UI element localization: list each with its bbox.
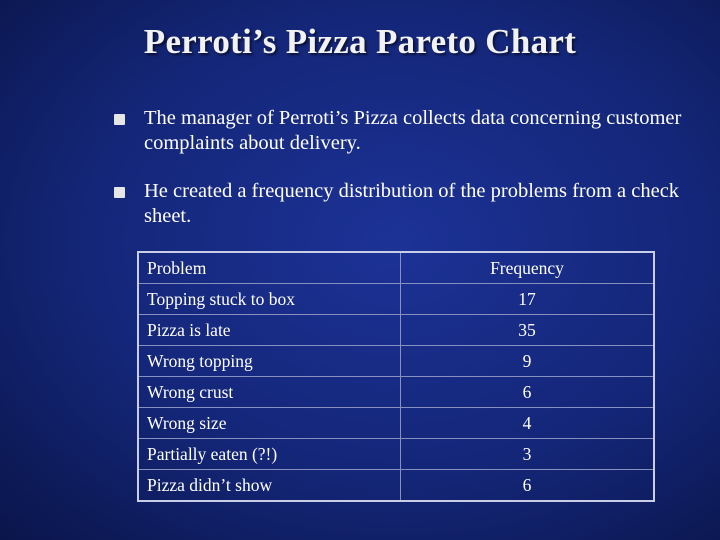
table-row	[138, 315, 654, 346]
table-row	[138, 470, 654, 502]
problem-cell: Wrong topping	[138, 346, 401, 377]
problem-cell: Wrong crust	[138, 377, 401, 408]
frequency-cell: 35	[401, 315, 655, 346]
bullet-item	[114, 179, 704, 229]
problem-cell: Pizza didn’t show	[138, 470, 401, 502]
bullet-item	[114, 106, 704, 156]
frequency-header: Frequency	[490, 257, 564, 278]
table-row	[138, 377, 654, 408]
bullet-list	[114, 106, 704, 252]
problem-header: Problem	[138, 252, 401, 284]
table-row	[138, 284, 654, 315]
table-row	[138, 439, 654, 470]
frequency-cell: 4	[401, 408, 655, 439]
table-row	[138, 408, 654, 439]
table-row	[138, 346, 654, 377]
slide-title: Perroti’s Pizza Pareto Chart	[143, 22, 577, 61]
square-bullet-icon	[114, 187, 125, 198]
problem-cell: Partially eaten (?!)	[138, 439, 401, 470]
problem-cell: Wrong size	[138, 408, 401, 439]
problem-cell: Topping stuck to box	[138, 284, 401, 315]
frequency-table	[137, 251, 655, 502]
table-header-row	[138, 252, 654, 284]
frequency-cell: 3	[401, 439, 655, 470]
frequency-cell: 6	[401, 470, 655, 502]
bullet-text: He created a frequency distribution of the problems from a check sheet.	[144, 180, 680, 227]
bullet-text: The manager of Perroti’s Pizza collects data concerning customer complaints about delivery.	[144, 107, 682, 154]
problem-cell: Pizza is late	[138, 315, 401, 346]
square-bullet-icon	[114, 114, 125, 125]
frequency-cell: 6	[401, 377, 655, 408]
frequency-cell: 9	[401, 346, 655, 377]
frequency-cell: 17	[401, 284, 655, 315]
